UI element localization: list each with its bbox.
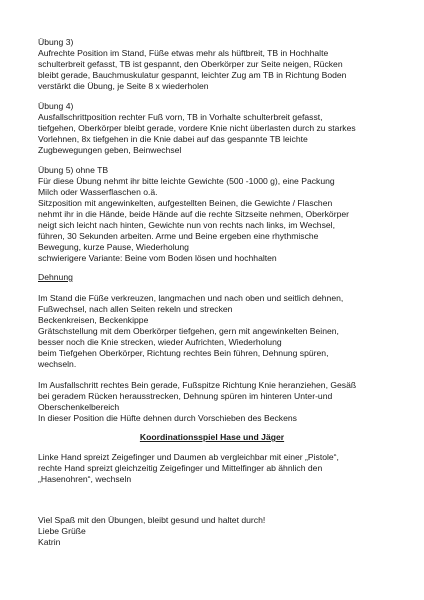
stretching-line: Im Stand die Füße verkreuzen, langmachen und nach oben und seitlich dehnen, bbox=[38, 293, 344, 303]
stretching-line: Fußwechsel, nach allen Seiten rekeln und strecken bbox=[38, 304, 233, 314]
stretching-line: Beckenkreisen, Beckenkippe bbox=[38, 315, 149, 325]
exercise-3-line: bleibt gerade, Bauchmuskulatur gespannt, leichter Zug am TB in Richtung Boden bbox=[38, 70, 347, 80]
exercise-5-line: Milch oder Wasserflaschen o.ä. bbox=[38, 187, 158, 197]
stretching-line: beim Tiefgehen Oberkörper, Richtung rechtes Bein führen, Dehnung spüren, bbox=[38, 348, 329, 358]
exercise-5-line: Für diese Übung nehmt ihr bitte leichte Gewichte (500 -1000 g), eine Packung bbox=[38, 176, 335, 186]
coordination-line: „Hasenohren“, wechseln bbox=[38, 474, 132, 484]
exercise-3-line: schulterbreit gefasst, TB ist gespannt, den Oberkörper zur Seite neigen, Rücken bbox=[38, 59, 343, 69]
exercise-4-line: tiefgehen, Oberkörper bleibt gerade, vordere Knie nicht überlasten durch zu starkes bbox=[38, 123, 356, 133]
exercise-5-line: schwierigere Variante: Beine vom Boden lösen und hochhalten bbox=[38, 253, 277, 263]
stretching-line: Grätschstellung mit dem Oberkörper tiefgehen, gern mit angewinkelten Beinen, bbox=[38, 326, 339, 336]
exercise-4-line: Zugbewegungen geben, Beinwechsel bbox=[38, 145, 182, 155]
stretching-heading: Dehnung bbox=[38, 272, 73, 282]
coordination-line: rechte Hand spreizt gleichzeitig Zeigefinger und Mittelfinger ab ähnlich den bbox=[38, 463, 323, 473]
stretching-line: Oberschenkelbereich bbox=[38, 402, 120, 412]
stretching-line: In dieser Position die Hüfte dehnen durch Vorschieben des Beckens bbox=[38, 413, 297, 423]
exercise-5-line: führen, 30 Sekunden arbeiten. Arme und Beine ergeben eine rhythmische bbox=[38, 231, 319, 241]
exercise-5-heading: Übung 5) ohne TB bbox=[38, 165, 109, 175]
closing-signature: Katrin bbox=[38, 537, 61, 547]
coordination-heading: Koordinationsspiel Hase und Jäger bbox=[139, 432, 285, 442]
stretching-line: bei geradem Rücken herausstrecken, Dehnung spüren im hinteren Unter-und bbox=[38, 391, 333, 401]
closing-greeting: Liebe Grüße bbox=[38, 526, 86, 536]
exercise-5-line: Sitzposition mit angewinkelten, aufgestellten Beinen, die Gewichte / Flaschen bbox=[38, 198, 333, 208]
exercise-3-heading: Übung 3) bbox=[38, 37, 74, 47]
stretching-line: besser noch die Knie strecken, wieder Aufrichten, Wiederholung bbox=[38, 337, 282, 347]
closing-line: Viel Spaß mit den Übungen, bleibt gesund und haltet durch! bbox=[38, 515, 266, 525]
exercise-4-heading: Übung 4) bbox=[38, 101, 74, 111]
exercise-4-line: Vorlehnen, 8x tiefgehen in die Knie dabei auf das gespannte TB leichte bbox=[38, 134, 308, 144]
exercise-3-line: verstärkt die Übung, je Seite 8 x wiederholen bbox=[38, 81, 209, 91]
stretching-line: Im Ausfallschritt rechtes Bein gerade, Fußspitze Richtung Knie heranziehen, Gesäß bbox=[38, 380, 357, 390]
coordination-line: Linke Hand spreizt Zeigefinger und Daumen ab vergleichbar mit einer „Pistole“, bbox=[38, 452, 339, 462]
stretching-line: wechseln. bbox=[38, 359, 77, 369]
exercise-5-line: neigt sich leicht nach hinten, Gewichte nun von rechts nach links, im Wechsel, bbox=[38, 220, 335, 230]
exercise-5-line: Bewegung, kurze Pause, Wiederholung bbox=[38, 242, 189, 252]
exercise-5-line: nehmt ihr in die Hände, beide Hände auf die rechte Sitzseite nehmen, Oberkörper bbox=[38, 209, 349, 219]
exercise-4-line: Ausfallschrittposition rechter Fuß vorn, TB in Vorhalte schulterbreit gefasst, bbox=[38, 112, 323, 122]
exercise-3-line: Aufrechte Position im Stand, Füße etwas mehr als hüftbreit, TB in Hochhalte bbox=[38, 48, 329, 58]
